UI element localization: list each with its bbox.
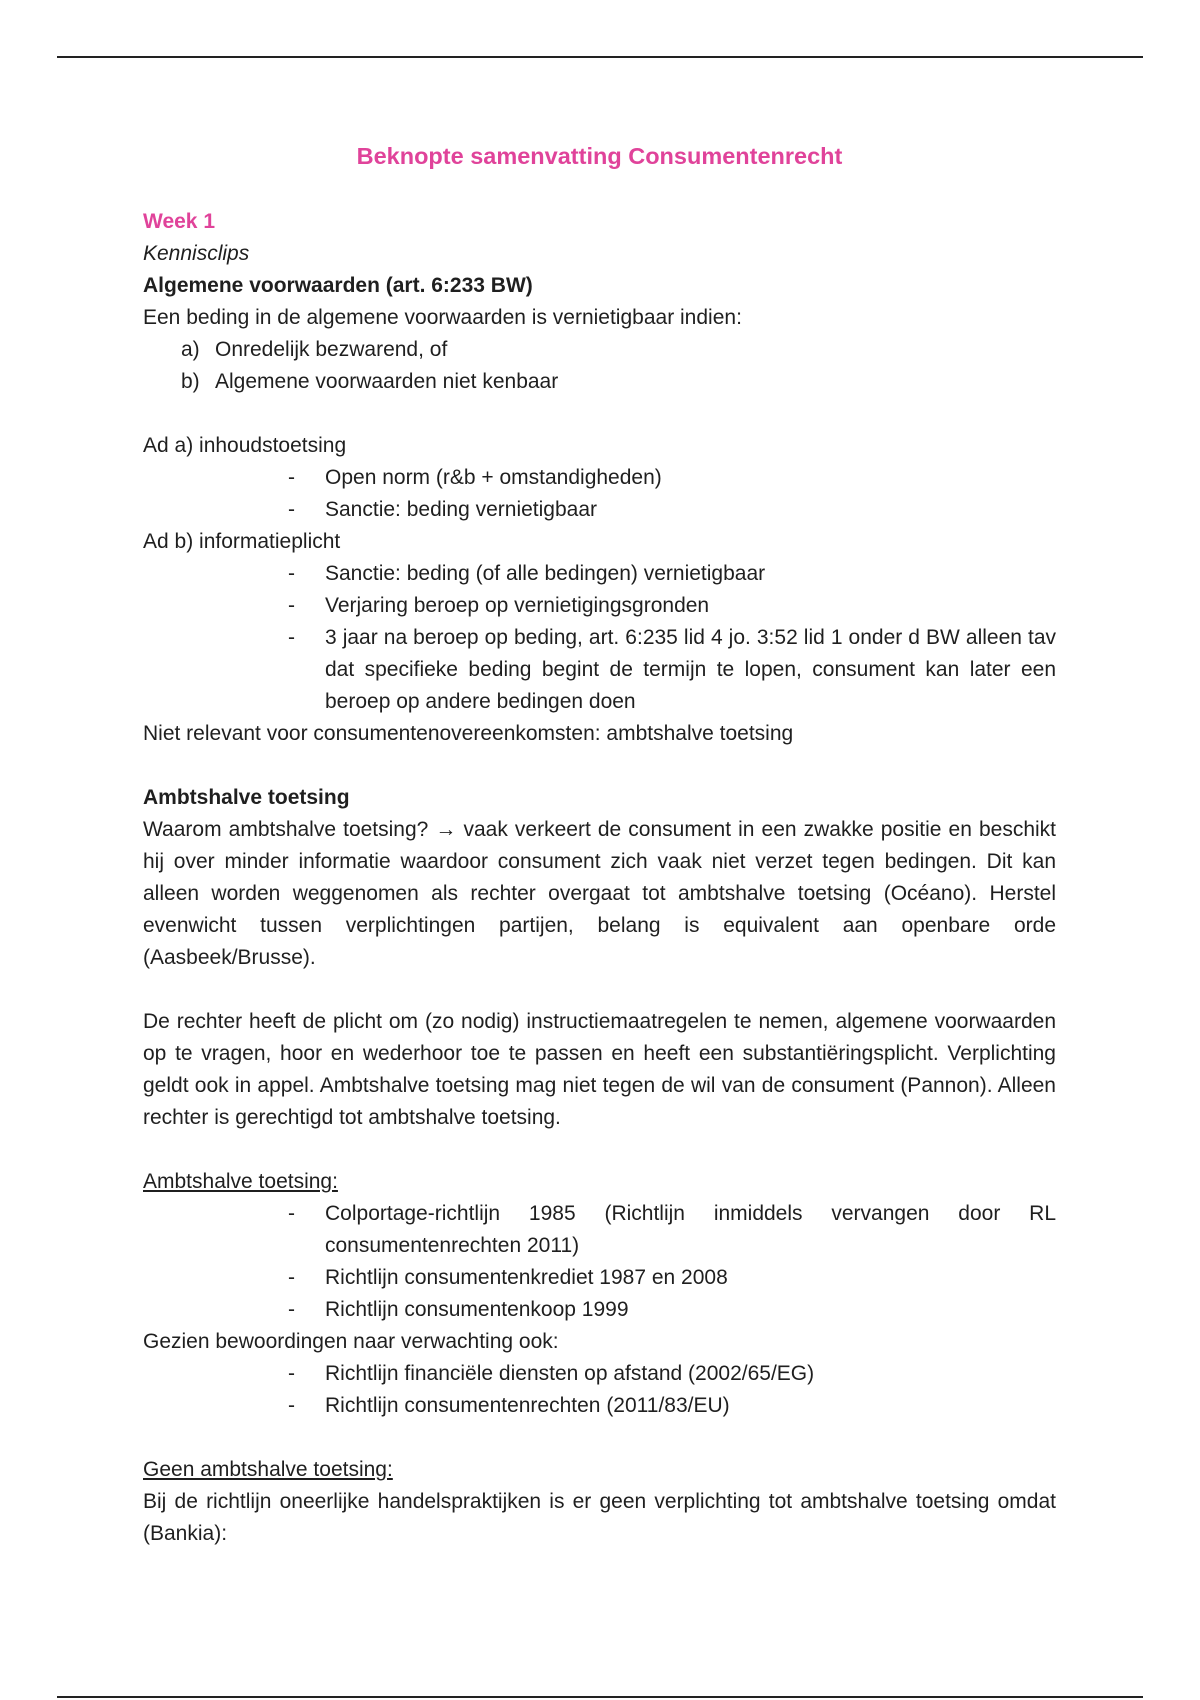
week-heading: Week 1 [143,210,215,233]
paragraph-intro: Een beding in de algemene voorwaarden is vernietigbaar indien: [143,306,742,329]
list-item-text: Verjaring beroep op vernietigingsgronden [325,594,710,617]
list-item-text: Richtlijn consumentenkrediet 1987 en 2008 [325,1266,728,1289]
list-item-text: Algemene voorwaarden niet kenbaar [215,370,559,393]
geen-ambtshalve-heading: Geen ambtshalve toetsing: [143,1458,393,1481]
bullet-dash: - [288,1266,295,1289]
ad-a-list [143,462,1056,526]
verwachting-list [143,1358,1056,1422]
list-item-text: Open norm (r&b + omstandigheden) [325,466,662,489]
list-heading-ambtshalve: Ambtshalve toetsing: [143,1170,338,1193]
paragraph-waarom: Waarom ambtshalve toetsing? → vaak verkeert de consument in een zwakke positie en beschikt hij over minder informatie waardoor consument zich vaak niet verzet tegen bedingen. Dit kan alleen worden weggenomen als rechter overgaat tot ambtshalve toetsing (Océano). Herstel evenwicht tussen verplichtingen partijen, belang is equivalent aan openbare orde (Aasbeek/Brusse). [143,818,1056,969]
list-item [143,1390,1056,1422]
note-not-relevant: Niet relevant voor consumentenovereenkomsten: ambtshalve toetsing [143,722,794,745]
list-item-text: Onredelijk bezwarend, of [215,338,448,361]
list-item [143,590,1056,622]
document-page [143,140,1056,1550]
ambtshalve-list [143,1198,1056,1326]
list-item [143,622,1056,718]
list-item-text: Richtlijn financiële diensten op afstand (2002/65/EG) [325,1362,815,1385]
list-item [143,334,1056,366]
bullet-dash: - [288,594,295,617]
list-item [143,494,1056,526]
ad-a-heading: Ad a) inhoudstoetsing [143,434,347,457]
paragraph-bankia: Bij de richtlijn oneerlijke handelspraktijken is er geen verplichting tot ambtshalve toetsing omdat (Bankia): [143,1490,1056,1545]
kennisclips-subheading: Kennisclips [143,242,250,265]
list-item [143,1262,1056,1294]
list-item [143,366,1056,398]
list-item-text: Sanctie: beding (of alle bedingen) vernietigbaar [325,562,766,585]
ad-b-list [143,558,1056,718]
list-item [143,1198,1056,1262]
ad-b-heading: Ad b) informatieplicht [143,530,341,553]
list-item [143,558,1056,590]
bullet-dash: - [288,1362,295,1385]
list-item-text: Sanctie: beding vernietigbaar [325,498,598,521]
list-item [143,1358,1056,1390]
bottom-rule [57,1696,1143,1698]
section-heading-ambtshalve-toetsing: Ambtshalve toetsing [143,786,350,809]
bullet-dash: - [288,498,295,521]
bullet-dash: - [288,1202,295,1225]
section-heading-algemene-voorwaarden: Algemene voorwaarden (art. 6:233 BW) [143,274,533,297]
list-item-text: 3 jaar na beroep op beding, art. 6:235 lid 4 jo. 3:52 lid 1 onder d BW alleen tav dat specifieke beding begint de termijn te lopen, consument kan later een beroep op andere bedingen doen [325,626,1056,713]
list-item [143,462,1056,494]
paragraph-rechter: De rechter heeft de plicht om (zo nodig) instructiemaatregelen te nemen, algemene voorwaarden op te vragen, hoor en wederhoor toe te passen en heeft een substantiëringsplicht. Verplichting geldt ook in appel. Ambtshalve toetsing mag niet tegen de wil van de consument (Pannon). Alleen rechter is gerechtigd tot ambtshalve toetsing. [143,1010,1056,1129]
bullet-dash: - [288,562,295,585]
ordered-list [143,334,1056,398]
list2-intro: Gezien bewoordingen naar verwachting ook: [143,1330,559,1353]
bullet-dash: - [288,626,295,649]
list-item [143,1294,1056,1326]
list-item-text: Colportage-richtlijn 1985 (Richtlijn inmiddels vervangen door RL consumentenrechten 2011) [325,1202,1056,1257]
list-marker: a) [181,338,200,361]
list-item-text: Richtlijn consumentenkoop 1999 [325,1298,629,1321]
top-rule [57,56,1143,58]
bullet-dash: - [288,1394,295,1417]
bullet-dash: - [288,466,295,489]
document-title: Beknopte samenvatting Consumentenrecht [356,143,843,169]
bullet-dash: - [288,1298,295,1321]
list-item-text: Richtlijn consumentenrechten (2011/83/EU) [325,1394,730,1417]
list-marker: b) [181,370,200,393]
